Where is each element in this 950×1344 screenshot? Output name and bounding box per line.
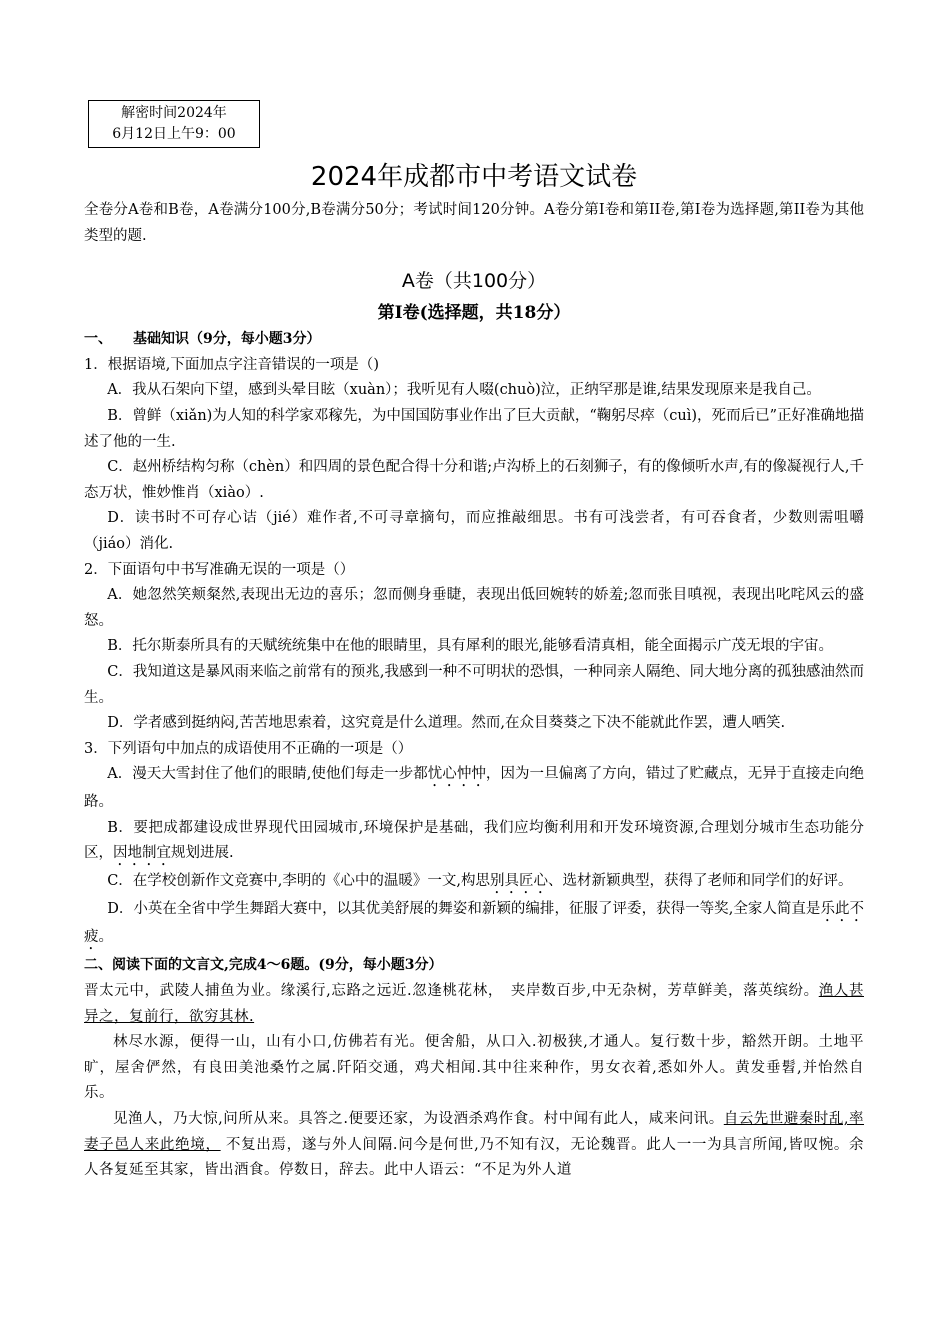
- q3-option-c: [84, 869, 864, 897]
- q3-a-text-post: ，因为一旦偏离了方向，错过了贮藏点，无异于直接走向绝路。: [84, 766, 864, 811]
- q3-b-text-post: 规划进展.: [171, 845, 234, 862]
- q3-d-marked-idiom: 乐此不疲: [84, 901, 865, 946]
- q3-option-a: [84, 762, 864, 816]
- q3-c-text-post: 、选材新颖典型，获得了老师和同学们的好评。: [548, 873, 853, 890]
- q3-b-text-pre: B．要把成都建设成世界现代田园城市,环境保护是基础，我们应均衡利用和开发环境资源,合理划分城市生态功能分区，: [84, 819, 864, 862]
- decrypt-time-box: [88, 100, 260, 148]
- q3-a-marked-idiom: 忧心忡忡: [427, 766, 486, 783]
- section-a-heading: A卷（共100分）: [401, 270, 547, 293]
- q3-stem: 3．下列语句中加点的成语使用不正确的一项是（）: [84, 740, 413, 757]
- intro-text: 全卷分A卷和B卷，A卷满分100分,B卷满分50分；考试时间120分钟。A卷分第I卷和第II卷,第I卷为选择题,第II卷为其他类型的题.: [84, 202, 864, 244]
- q2-option-b: B．托尔斯泰所具有的天赋统统集中在他的眼睛里，具有犀利的眼光,能够看清真相，能全面揭示广茂无垠的宇宙。: [107, 638, 833, 655]
- q1-option-d: D．读书时不可存心诘（jié）难作者,不可寻章摘句，而应推敲细思。书有可浅尝者，有可吞食者，少数则需咀嚼（jiáo）消化.: [84, 510, 864, 552]
- q3-b-marked-idiom: 因地制宜: [113, 845, 171, 862]
- exam-body: [84, 198, 864, 1184]
- q3-c-marked-idiom: 别具匠心: [490, 873, 548, 890]
- section-1-heading: 一、 基础知识（9分，每小题3分）: [84, 331, 321, 348]
- passage-paragraph-1: [84, 979, 864, 1030]
- q3-option-d: [84, 897, 864, 953]
- decrypt-time-line1: 解密时间2024年: [121, 105, 227, 121]
- part-one-heading: 第I卷(选择题，共18分）: [377, 303, 571, 324]
- passage-p3-underlined: 自云先世避秦时乱,率妻子邑人来此绝境，: [84, 1111, 865, 1153]
- passage-paragraph-2: 林尽水源，便得一山，山有小口,仿佛若有光。便舍船，从口入.初极狭,才通人。复行数十步，豁然开朗。土地平旷，屋舍俨然，有良田美池桑竹之属.阡陌交通，鸡犬相闻.其中往来种作，男女衣着,悉如外人。黄发垂髫,并怡然自乐。: [84, 1034, 864, 1102]
- q3-option-b: [84, 816, 864, 870]
- passage-p1-underlined: 渔人甚异之，复前行，欲穷其林.: [84, 983, 864, 1025]
- exam-title: 2024年成都市中考语文试卷: [310, 162, 638, 192]
- q1-option-b: B．曾鲜（xiǎn)为人知的科学家邓稼先，为中国国防事业作出了巨大贡献，“鞠躬尽瘁（cuì)，死而后已”正好准确地描述了他的一生.: [84, 407, 864, 450]
- passage-p3-text-a: 见渔人，乃大惊,问所从来。具答之.便要还家，为设酒杀鸡作食。村中闻有此人，咸来问讯。: [113, 1111, 724, 1128]
- q1-option-a: A．我从石架向下望，感到头晕目眩（xuàn）；我听见有人啜(chuò)泣，正纳罕那是谁,结果发现原来是我自己。: [107, 382, 821, 399]
- q2-option-c: C．我知道这是暴风雨来临之前常有的预兆,我感到一种不可明状的恐惧，一种同亲人隔绝、同大地分离的孤独感油然而生。: [84, 663, 864, 706]
- passage-p3-text-b: 不复出焉，遂与外人间隔.问今是何世,乃不知有汉，无论魏晋。此人一一为具言所闻,皆叹惋。余人各复延至其家，皆出酒食。停数日，辞去。此中人语云：“不足为外人道: [84, 1136, 864, 1179]
- q3-c-text-pre: C．在学校创新作文竞赛中,李明的《心中的温暖》一文,构思: [107, 873, 490, 890]
- q2-stem: 2．下面语句中书写准确无误的一项是（）: [84, 561, 355, 578]
- q3-d-text-pre: D．小英在全省中学生舞蹈大赛中，以其优美舒展的舞姿和新颖的编排，征服了评委，获得一等奖,全家人简直是: [107, 901, 821, 918]
- section-2-heading: 二、阅读下面的文言文,完成4～6题。(9分，每小题3分）: [84, 957, 443, 974]
- passage-paragraph-3: [84, 1107, 864, 1184]
- q2-option-a: A．她忽然笑颊粲然,表现出无边的喜乐；忽而侧身垂睫，表现出低回婉转的娇羞;忽而张目嗔视，表现出叱咤风云的盛怒。: [84, 587, 864, 629]
- q2-option-d: D．学者感到挺纳闷,苦苦地思索着，这究竟是什么道理。然而,在众目葵葵之下决不能就此作罢，遭人哂笑.: [107, 715, 786, 732]
- q3-d-text-post: 。: [98, 929, 113, 946]
- q1-stem: 1．根据语境,下面加点字注音错误的一项是（): [84, 356, 379, 373]
- q3-a-text-pre: A．漫天大雪封住了他们的眼睛,使他们每走一步都: [107, 766, 428, 783]
- decrypt-time-line2: 6月12日上午9：00: [112, 126, 236, 142]
- q1-option-c: C．赵州桥结构匀称（chèn）和四周的景色配合得十分和谐;卢沟桥上的石刻狮子，有的像倾听水声,有的像凝视行人,千态万状，惟妙惟肖（xiào）.: [84, 459, 864, 501]
- passage-p1-text: 晋太元中，武陵人捕鱼为业。缘溪行,忘路之远近.忽逢桃花林， 夹岸数百步,中无杂树，芳草鲜美，落英缤纷。: [84, 983, 819, 1000]
